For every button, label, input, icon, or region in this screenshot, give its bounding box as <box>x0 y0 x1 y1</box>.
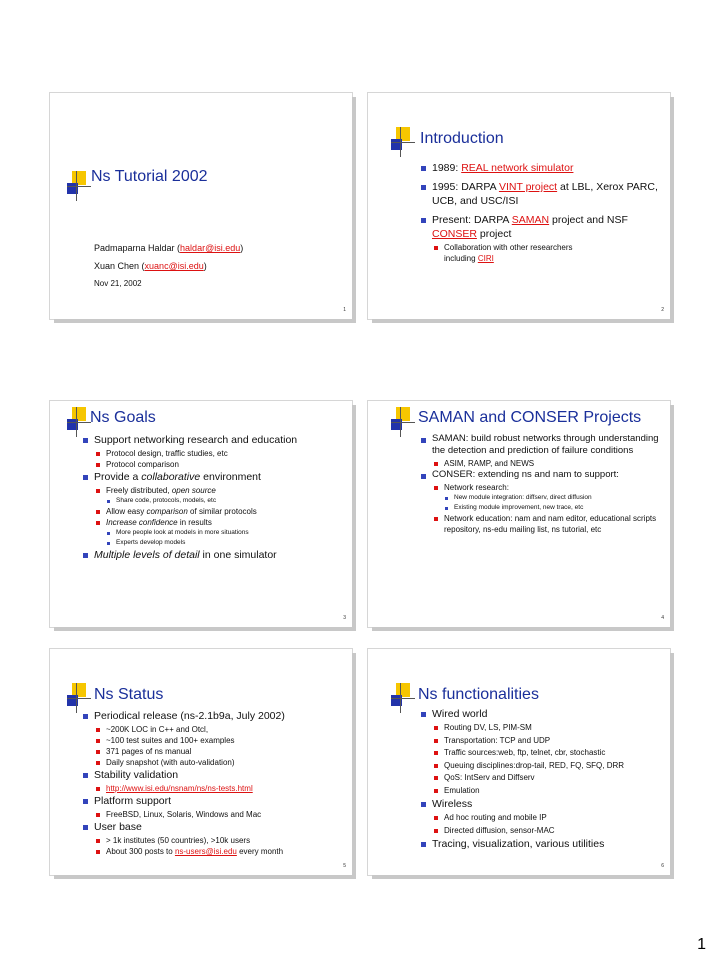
slide-3 <box>50 401 352 627</box>
bullet: Multiple levels of detail in one simulator <box>82 548 342 562</box>
slide-title: Ns Status <box>94 686 164 703</box>
sub-bullet: Freely distributed, open source <box>82 485 342 496</box>
sub-bullet: Traffic sources:web, ftp, telnet, cbr, stochastic <box>420 747 660 760</box>
bullet: Provide a collaborative environment <box>82 470 342 484</box>
bullet: User base <box>82 820 342 834</box>
author-email-link[interactable]: xuanc@isi.edu <box>144 261 204 271</box>
saman-link[interactable]: SAMAN <box>511 214 550 226</box>
slide-logo-icon <box>391 407 417 437</box>
vint-link[interactable]: VINT project <box>498 181 558 193</box>
author-line-1: Padmaparna Haldar (haldar@isi.edu) <box>94 243 244 253</box>
slide-number: 2 <box>661 307 664 313</box>
bullet: Present: DARPA SAMAN project and NSF CONSER project <box>420 213 660 241</box>
author-email-link[interactable]: haldar@isi.edu <box>180 243 241 253</box>
conser-link[interactable]: CONSER <box>432 228 477 240</box>
sub-bullet: Transportation: TCP and UDP <box>420 735 660 748</box>
sub-bullet: Network education: nam and nam editor, educational scripts repository, ns-edu mailing list, ns tutorial, etc <box>420 513 660 535</box>
sub-bullet: ~200K LOC in C++ and Otcl, <box>82 724 342 735</box>
ciri-link[interactable]: CIRI <box>477 254 494 263</box>
sub-bullet: QoS: IntServ and Diffserv <box>420 772 660 785</box>
sub-sub-bullet: Share code, protocols, models, etc <box>82 496 342 506</box>
sub-bullet: FreeBSD, Linux, Solaris, Windows and Mac <box>82 809 342 820</box>
slide-body <box>420 707 660 852</box>
sub-bullet: Network research: <box>420 482 660 493</box>
sub-bullet: Emulation <box>420 785 660 798</box>
ns-users-link[interactable]: ns-users@isi.edu <box>174 847 237 856</box>
slide-body <box>420 161 660 264</box>
sub-bullet: > 1k institutes (50 countries), >10k users <box>82 835 342 846</box>
sub-bullet: Protocol comparison <box>82 459 342 470</box>
slide-title: Ns Goals <box>90 409 156 426</box>
sub-bullet: ASIM, RAMP, and NEWS <box>420 458 660 469</box>
bullet: SAMAN: build robust networks through understanding the detection and prediction of failure conditions <box>420 433 660 457</box>
slide-body <box>420 433 660 535</box>
sub-bullet: Directed diffusion, sensor-MAC <box>420 825 660 838</box>
slide-number: 4 <box>661 615 664 621</box>
slide-title: Introduction <box>420 130 504 147</box>
sub-bullet: Collaboration with other researchers including CIRI <box>420 242 594 264</box>
sub-bullet: Daily snapshot (with auto-validation) <box>82 757 342 768</box>
bullet: Tracing, visualization, various utilities <box>420 837 660 851</box>
bullet: Wired world <box>420 707 660 721</box>
ns-tests-link[interactable]: http://www.isi.edu/nsnam/ns/ns-tests.html <box>106 784 253 793</box>
sub-bullet: Protocol design, traffic studies, etc <box>82 448 342 459</box>
sub-bullet: ~100 test suites and 100+ examples <box>82 735 342 746</box>
slide-logo-icon <box>67 171 93 201</box>
page-number: 1 <box>697 936 706 953</box>
bullet: Periodical release (ns-2.1b9a, July 2002) <box>82 709 342 723</box>
sub-bullet: Queuing disciplines:drop-tail, RED, FQ, SFQ, DRR <box>420 760 660 773</box>
sub-bullet: Allow easy comparison of similar protocols <box>82 506 342 517</box>
slide-5 <box>50 649 352 875</box>
real-link[interactable]: REAL network simulator <box>461 162 574 174</box>
sub-bullet: Ad hoc routing and mobile IP <box>420 812 660 825</box>
slide-number: 5 <box>343 863 346 869</box>
slide-6 <box>368 649 670 875</box>
sub-sub-bullet: Experts develop models <box>82 538 342 548</box>
slide-logo-icon <box>391 127 417 157</box>
slide-number: 3 <box>343 615 346 621</box>
sub-bullet: 371 pages of ns manual <box>82 746 342 757</box>
bullet: Support networking research and education <box>82 433 342 447</box>
sub-bullet: Increase confidence in results <box>82 517 342 528</box>
sub-bullet <box>82 783 342 794</box>
bullet: 1989: REAL network simulator <box>420 161 660 175</box>
sub-sub-bullet: Existing module improvement, new trace, etc <box>420 503 660 513</box>
sub-bullet: About 300 posts to ns-users@isi.edu every month <box>82 846 342 857</box>
sub-bullet: Routing DV, LS, PIM-SM <box>420 722 660 735</box>
slide-date: Nov 21, 2002 <box>94 279 142 288</box>
sub-sub-bullet: More people look at models in more situations <box>82 528 342 538</box>
slide-title: SAMAN and CONSER Projects <box>418 409 642 426</box>
slide-body <box>82 709 342 857</box>
slide-2 <box>368 93 670 319</box>
slide-body <box>82 433 342 563</box>
author-line-2: Xuan Chen (xuanc@isi.edu) <box>94 261 207 271</box>
bullet: Stability validation <box>82 768 342 782</box>
slide-title: Ns Tutorial 2002 <box>91 168 208 185</box>
slide-logo-icon <box>391 683 417 713</box>
bullet: Platform support <box>82 794 342 808</box>
bullet: Wireless <box>420 797 660 811</box>
slide-number: 6 <box>661 863 664 869</box>
sub-sub-bullet: New module integration: diffserv, direct diffusion <box>420 493 660 503</box>
slide-1 <box>50 93 352 319</box>
bullet: 1995: DARPA VINT project at LBL, Xerox PARC, UCB, and USC/ISI <box>420 180 660 208</box>
slide-title: Ns functionalities <box>418 686 539 703</box>
slide-4 <box>368 401 670 627</box>
slide-number: 1 <box>343 307 346 313</box>
bullet: CONSER: extending ns and nam to support: <box>420 469 660 481</box>
